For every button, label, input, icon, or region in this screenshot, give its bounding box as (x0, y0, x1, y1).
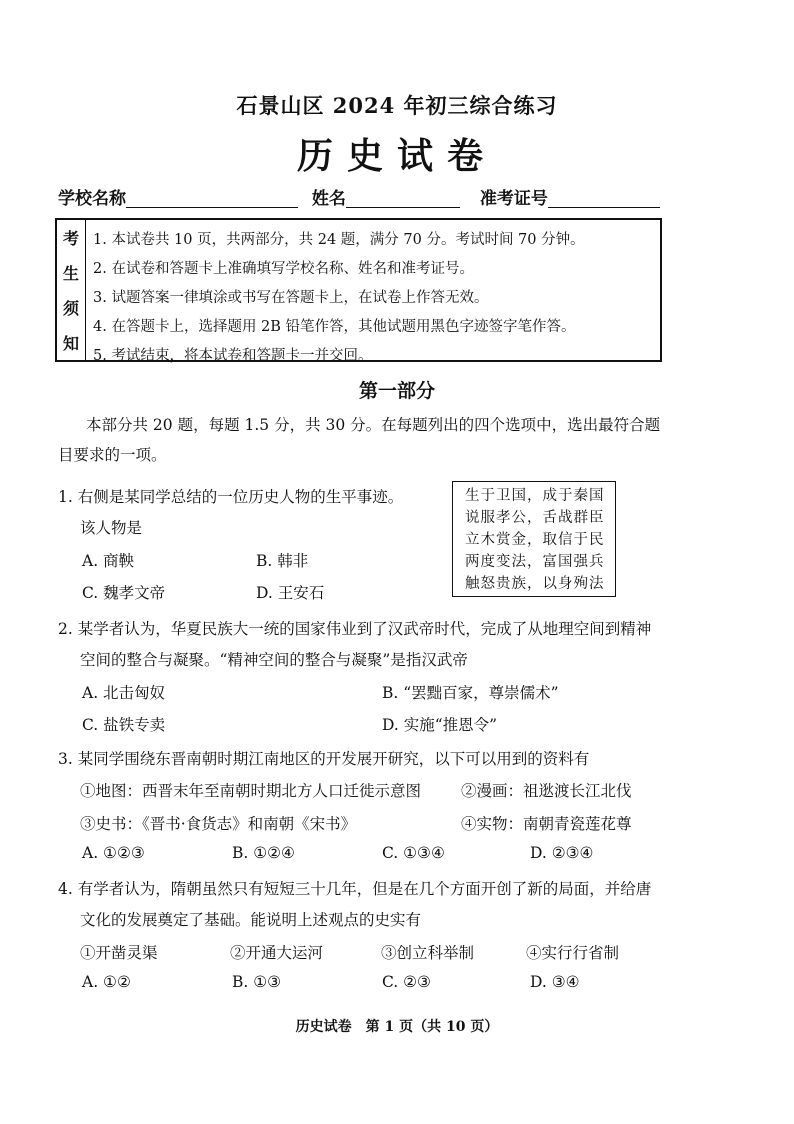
question-3-option-a[interactable]: A. ①②③ (82, 844, 145, 862)
notice-item: 1. 本试卷共 10 页，共两部分，共 24 题，满分 70 分。考试时间 70 分钟。 (93, 232, 585, 248)
question-2-option-d[interactable]: D. 实施“推恩令” (382, 716, 498, 734)
biography-line: 生于卫国，成于秦国 (465, 488, 605, 504)
question-4-option-d[interactable]: D. ③④ (530, 973, 580, 991)
notice-label-char: 须 (63, 299, 80, 318)
question-1-stem-2: 该人物是 (80, 519, 143, 537)
question-4-material-3: ③创立科举制 (381, 944, 475, 962)
question-4-material-1: ①开凿灵渠 (80, 944, 158, 962)
question-4-option-b[interactable]: B. ①③ (232, 973, 282, 991)
biography-line: 两度变法，富国强兵 (465, 554, 605, 570)
exam-id-field[interactable] (548, 187, 660, 208)
question-4-stem: 4. 有学者认为，隋朝虽然只有短短三十几年，但是在几个方面开创了新的局面，并给唐 (58, 880, 652, 898)
notice-label-char: 考 (63, 229, 80, 248)
biography-line: 说服孝公，舌战群臣 (465, 510, 605, 526)
question-1-option-a[interactable]: A. 商鞅 (82, 552, 135, 570)
exam-title: 历史试卷 (296, 135, 497, 177)
candidate-info-row (58, 184, 660, 209)
question-1-option-c[interactable]: C. 魏孝文帝 (82, 584, 166, 602)
question-1-stem: 1. 右侧是某同学总结的一位历史人物的生平事迹。 (58, 488, 404, 506)
biography-box (452, 481, 616, 597)
question-3-option-b[interactable]: B. ①②④ (232, 844, 295, 862)
part-title: 第一部分 (358, 380, 435, 402)
question-3-option-c[interactable]: C. ①③④ (382, 844, 445, 862)
notice-item: 3. 试题答案一律填涂或书写在答题卡上，在试卷上作答无效。 (93, 290, 489, 306)
biography-line: 立木赏金，取信于民 (465, 532, 605, 548)
question-4-option-a[interactable]: A. ①② (82, 973, 131, 991)
notice-item: 2. 在试卷和答题卡上准确填写学校名称、姓名和准考证号。 (93, 261, 474, 277)
biography-line: 触怒贵族，以身殉法 (465, 576, 605, 592)
question-3-material-2: ②漫画：祖逖渡长江北伐 (461, 782, 632, 800)
question-3-material-3: ③史书：《晋书·食货志》和南朝《宋书》 (80, 815, 357, 833)
question-3-option-d[interactable]: D. ②③④ (530, 844, 594, 862)
question-4-option-c[interactable]: C. ②③ (382, 973, 431, 991)
notice-item: 4. 在答题卡上，选择题用 2B 铅笔作答，其他试题用黑色字迹签字笔作答。 (93, 319, 576, 335)
page-footer: 历史试卷 第 1 页（共 10 页） (295, 1019, 499, 1035)
question-2-option-a[interactable]: A. 北击匈奴 (82, 684, 166, 702)
question-2-stem: 2. 某学者认为，华夏民族大一统的国家伟业到了汉武帝时代，完成了从地理空间到精神 (58, 620, 652, 638)
exam-id-label: 准考证号 (479, 189, 548, 209)
notice-label (57, 220, 86, 360)
name-label: 姓名 (311, 189, 346, 209)
question-2-option-c[interactable]: C. 盐铁专卖 (82, 716, 166, 734)
school-label: 学校名称 (58, 189, 126, 209)
question-1-option-b[interactable]: B. 韩非 (256, 552, 309, 570)
notice-item: 5. 考试结束，将本试卷和答题卡一并交回。 (93, 348, 373, 364)
question-1-option-d[interactable]: D. 王安石 (256, 584, 325, 602)
question-2-option-b[interactable]: B. “罢黜百家，尊崇儒术” (382, 684, 559, 702)
name-field[interactable] (346, 187, 460, 208)
question-3-stem: 3. 某同学围绕东晋南朝时期江南地区的开发展开研究，以下可以用到的资料有 (58, 750, 590, 768)
question-3-material-4: ④实物：南朝青瓷莲花尊 (461, 815, 632, 833)
part-intro: 本部分共 20 题，每题 1.5 分，共 30 分。在每题列出的四个选项中，选出最符合题目要求的一项。 (58, 416, 661, 464)
notice-label-char: 生 (63, 264, 80, 283)
school-field[interactable] (126, 187, 298, 208)
notice-items (93, 226, 585, 371)
question-4-material-4: ④实行行省制 (526, 944, 620, 962)
question-4-material-2: ②开通大运河 (230, 944, 324, 962)
notice-label-char: 知 (63, 334, 80, 353)
question-4-stem-2: 文化的发展奠定了基础。能说明上述观点的史实有 (80, 911, 422, 929)
candidate-notice-box (55, 218, 662, 362)
question-3-material-1: ①地图：西晋末年至南朝时期北方人口迁徙示意图 (80, 782, 422, 800)
exam-subtitle: 石景山区 2024 年初三综合练习 (236, 93, 558, 118)
question-2-stem-2: 空间的整合与凝聚。“精神空间的整合与凝聚”是指汉武帝 (80, 651, 468, 669)
